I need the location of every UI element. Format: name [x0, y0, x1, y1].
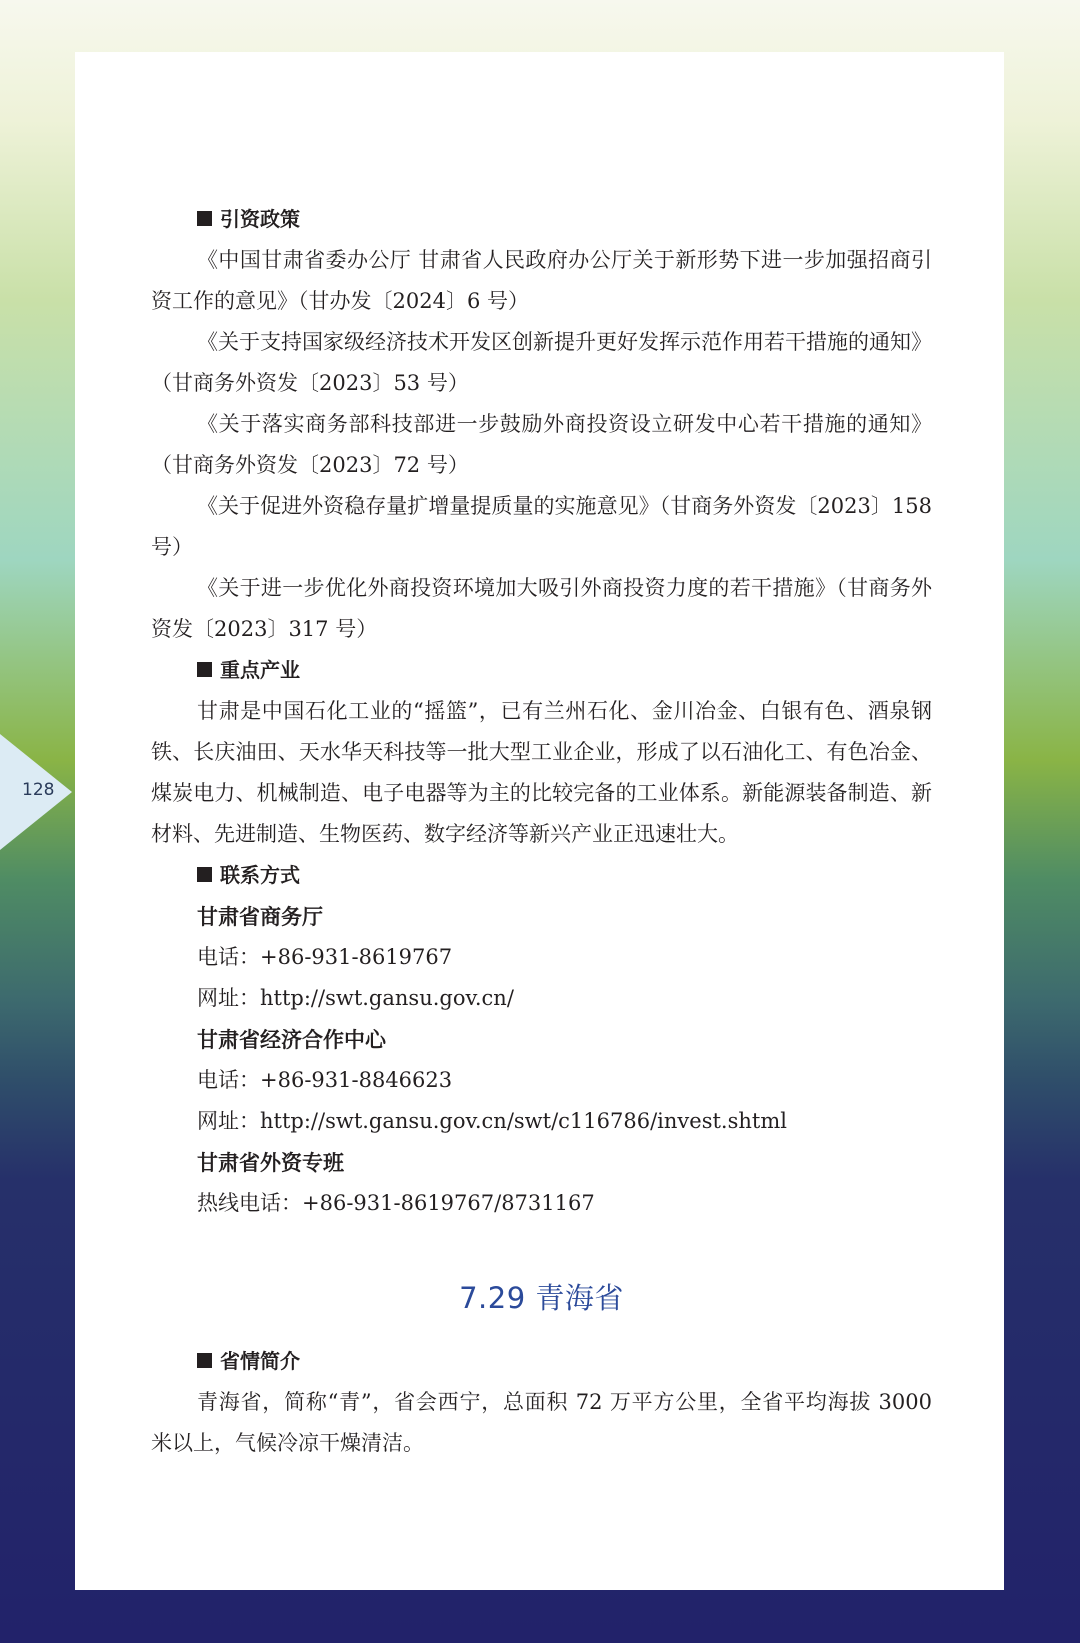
industry-heading: 重点产业 — [151, 650, 932, 691]
contact-org-name: 甘肃省经济合作中心 — [197, 1027, 386, 1052]
square-bullet-icon — [197, 211, 212, 226]
overview-text: 青海省，简称“青”，省会西宁，总面积 72 万平方公里，全省平均海拔 3000 米以上，气候冷凉干燥清洁。 — [151, 1390, 932, 1455]
contact-org-name: 甘肃省外资专班 — [197, 1150, 344, 1175]
contact-phone: 电话：+86-931-8619767 — [197, 945, 453, 969]
contact-hotline: 热线电话：+86-931-8619767/8731167 — [197, 1191, 595, 1215]
page-content — [151, 199, 932, 1464]
policy-heading: 引资政策 — [151, 199, 932, 240]
policy-item: 《关于进一步优化外商投资环境加大吸引外商投资力度的若干措施》（甘商务外资发〔2023〕317 号） — [151, 576, 932, 641]
square-bullet-icon — [197, 662, 212, 677]
industry-text: 甘肃是中国石化工业的“摇篮”，已有兰州石化、金川冶金、白银有色、酒泉钢铁、长庆油田、天水华天科技等一批大型工业企业，形成了以石油化工、有色冶金、煤炭电力、机械制造、电子电器等为主的比较完备的工业体系。新能源装备制造、新材料、先进制造、生物医药、数字经济等新兴产业正迅速壮大。 — [151, 699, 932, 846]
square-bullet-icon — [197, 867, 212, 882]
policy-item: 《关于支持国家级经济技术开发区创新提升更好发挥示范作用若干措施的通知》（甘商务外资发〔2023〕53 号） — [151, 330, 932, 395]
policy-item: 《关于促进外资稳存量扩增量提质量的实施意见》（甘商务外资发〔2023〕158 号） — [151, 494, 932, 559]
contact-org-name: 甘肃省商务厅 — [197, 904, 323, 929]
contact-website: 网址：http://swt.gansu.gov.cn/swt/c116786/invest.shtml — [197, 1109, 787, 1133]
overview-heading: 省情简介 — [151, 1341, 932, 1382]
contact-heading: 联系方式 — [151, 855, 932, 896]
section-title: 7.29 青海省 — [459, 1281, 624, 1315]
page-number: 128 — [22, 780, 55, 800]
contact-phone: 电话：+86-931-8846623 — [197, 1068, 453, 1092]
contact-website: 网址：http://swt.gansu.gov.cn/ — [197, 986, 514, 1010]
square-bullet-icon — [197, 1353, 212, 1368]
policy-item: 《关于落实商务部科技部进一步鼓励外商投资设立研发中心若干措施的通知》（甘商务外资发〔2023〕72 号） — [151, 412, 932, 477]
policy-item: 《中国甘肃省委办公厅 甘肃省人民政府办公厅关于新形势下进一步加强招商引资工作的意见》（甘办发〔2024〕6 号） — [151, 248, 932, 313]
